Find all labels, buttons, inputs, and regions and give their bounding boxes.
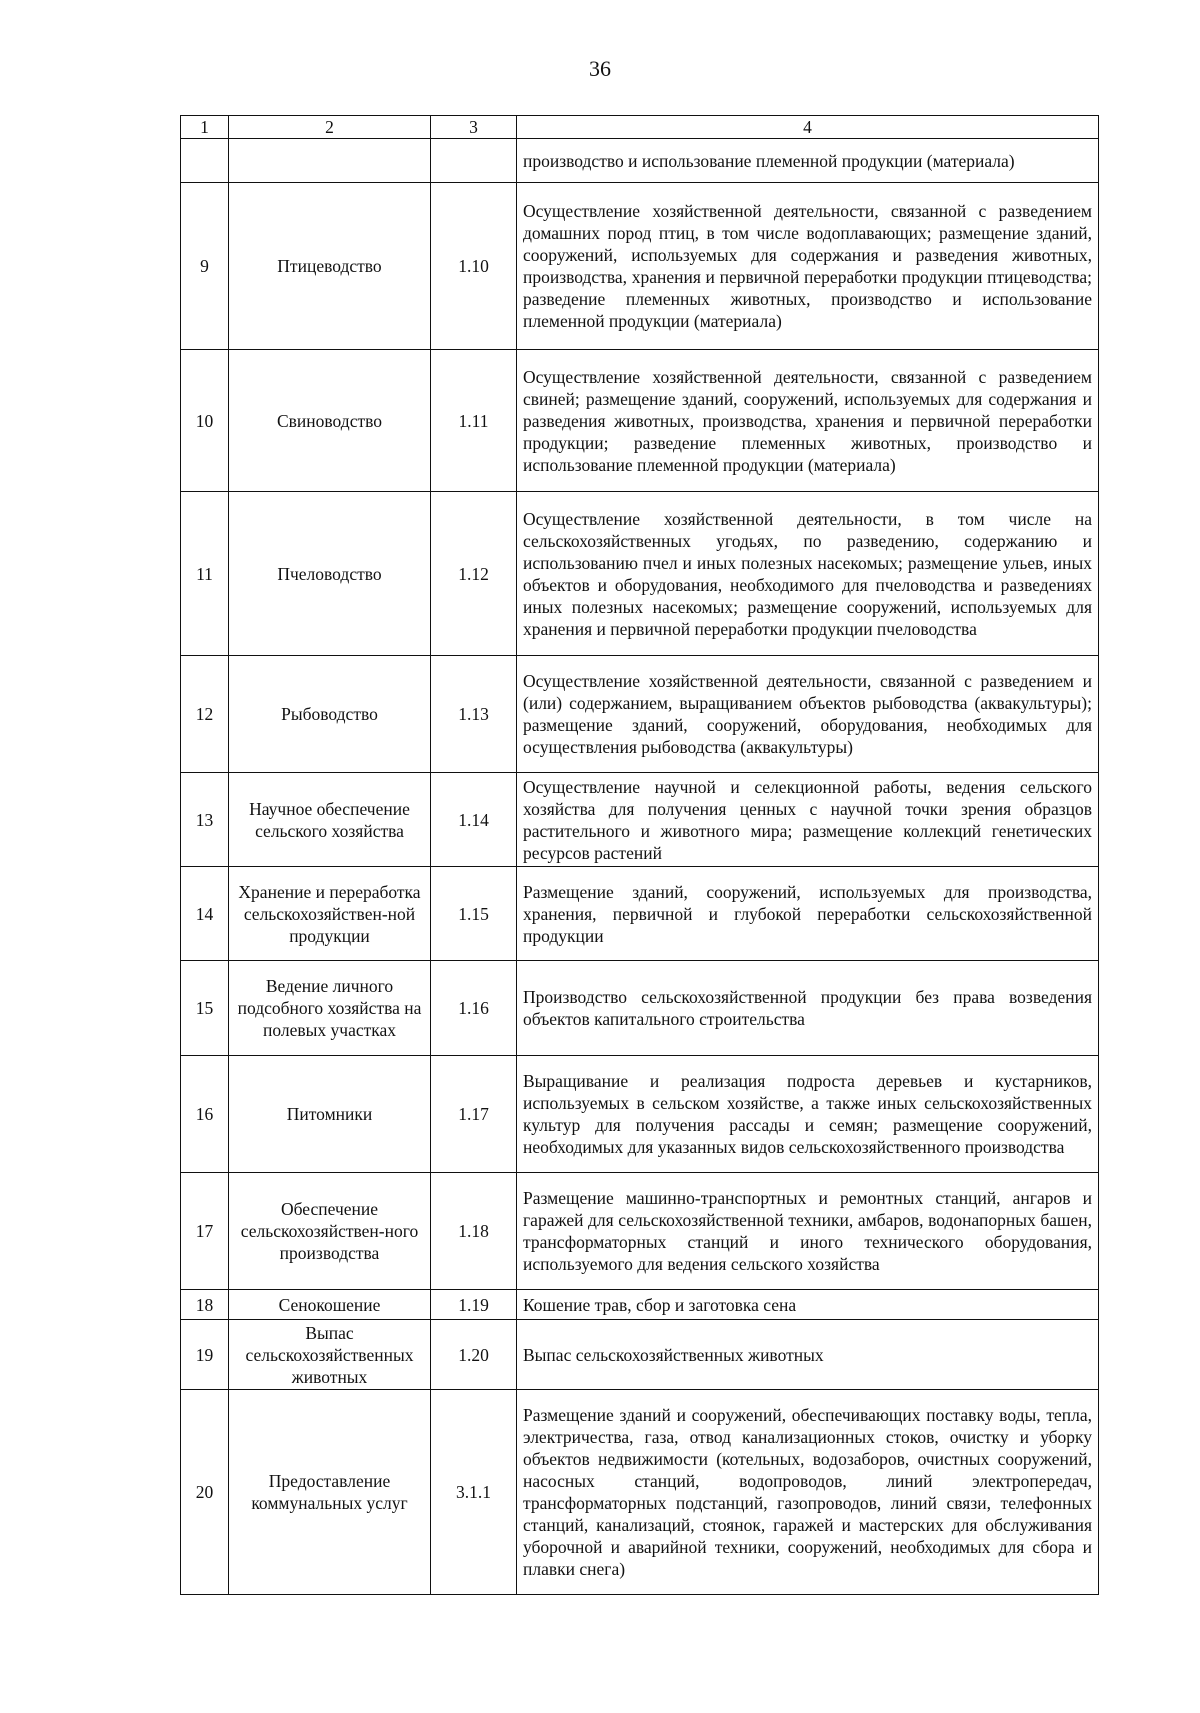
- row-code: 1.18: [431, 1173, 517, 1290]
- row-name: Птицеводство: [229, 183, 431, 350]
- table-row: [181, 183, 1099, 350]
- row-description: Осуществление хозяйственной деятельности, связанной с разведением свиней; размещение зданий, сооружений, используемых для содержания и разведения животных, производства, хранения и первичной переработки продукции; разведение племенных животных, производство и использование племенной продукции (материала): [517, 350, 1099, 492]
- row-name: Предоставление коммунальных услуг: [229, 1390, 431, 1595]
- row-description: Кошение трав, сбор и заготовка сена: [517, 1290, 1099, 1320]
- table-row: [181, 1320, 1099, 1390]
- row-number: [181, 139, 229, 183]
- row-code: 1.14: [431, 773, 517, 867]
- row-description: Осуществление хозяйственной деятельности, связанной с разведением домашних пород птиц, в том числе водоплавающих; размещение зданий, сооружений, используемых для содержания и разведения животных, производства, хранения и первичной переработки продукции птицеводства; разведение племенных животных, производство и использование племенной продукции (материала): [517, 183, 1099, 350]
- table-row: [181, 1290, 1099, 1320]
- row-code: 1.15: [431, 867, 517, 961]
- row-code: 1.17: [431, 1056, 517, 1173]
- row-name: Питомники: [229, 1056, 431, 1173]
- row-number: 12: [181, 656, 229, 773]
- table-row: [181, 139, 1099, 183]
- row-description: Размещение машинно-транспортных и ремонтных станций, ангаров и гаражей для сельскохозяйственной техники, амбаров, водонапорных башен, трансформаторных станций и иного технического оборудования, используемого для ведения сельского хозяйства: [517, 1173, 1099, 1290]
- table-row: [181, 1390, 1099, 1595]
- row-number: 9: [181, 183, 229, 350]
- row-code: 1.12: [431, 492, 517, 656]
- row-code: 1.13: [431, 656, 517, 773]
- row-name: Рыбоводство: [229, 656, 431, 773]
- table-row: [181, 1173, 1099, 1290]
- header-col-1: 1: [181, 116, 229, 139]
- row-name: Научное обеспечение сельского хозяйства: [229, 773, 431, 867]
- table-header-row: [181, 116, 1099, 139]
- row-number: 14: [181, 867, 229, 961]
- row-name: Свиноводство: [229, 350, 431, 492]
- table-row: [181, 867, 1099, 961]
- table-row: [181, 1056, 1099, 1173]
- row-description: Осуществление хозяйственной деятельности, связанной с разведением и (или) содержанием, выращиванием объектов рыбоводства (аквакультуры); размещение зданий, сооружений, оборудования, необходимых для осуществления рыбоводства (аквакультуры): [517, 656, 1099, 773]
- header-col-2: 2: [229, 116, 431, 139]
- page-number: 36: [589, 56, 611, 81]
- row-number: 13: [181, 773, 229, 867]
- row-code: 1.11: [431, 350, 517, 492]
- row-code: 3.1.1: [431, 1390, 517, 1595]
- table-row: [181, 492, 1099, 656]
- row-code: 1.19: [431, 1290, 517, 1320]
- row-number: 19: [181, 1320, 229, 1390]
- row-description: производство и использование племенной продукции (материала): [517, 139, 1099, 183]
- header-col-3: 3: [431, 116, 517, 139]
- row-name: Ведение личного подсобного хозяйства на полевых участках: [229, 961, 431, 1056]
- row-number: 15: [181, 961, 229, 1056]
- row-name: Пчеловодство: [229, 492, 431, 656]
- row-name: Обеспечение сельскохозяйствен-ного производства: [229, 1173, 431, 1290]
- row-name: [229, 139, 431, 183]
- table-row: [181, 773, 1099, 867]
- row-description: Осуществление хозяйственной деятельности, в том числе на сельскохозяйственных угодьях, по разведению, содержанию и использованию пчел и иных полезных насекомых; размещение ульев, иных объектов и оборудования, необходимого для пчеловодства и разведениях иных полезных насекомых; размещение сооружений, используемых для хранения и первичной переработки продукции пчеловодства: [517, 492, 1099, 656]
- land-use-table: [180, 115, 1099, 1595]
- row-description: Выпас сельскохозяйственных животных: [517, 1320, 1099, 1390]
- row-description: Осуществление научной и селекционной работы, ведения сельского хозяйства для получения ценных с научной точки зрения образцов растительного и животного мира; размещение коллекций генетических ресурсов растений: [517, 773, 1099, 867]
- row-number: 16: [181, 1056, 229, 1173]
- row-number: 10: [181, 350, 229, 492]
- header-col-4: 4: [517, 116, 1099, 139]
- row-number: 18: [181, 1290, 229, 1320]
- table-row: [181, 350, 1099, 492]
- row-description: Производство сельскохозяйственной продукции без права возведения объектов капитального строительства: [517, 961, 1099, 1056]
- row-description: Размещение зданий и сооружений, обеспечивающих поставку воды, тепла, электричества, газа, отвод канализационных стоков, очистку и уборку объектов недвижимости (котельных, водозаборов, очистных сооружений, насосных станций, водопроводов, линий электропередач, трансформаторных подстанций, газопроводов, линий связи, телефонных станций, канализаций, стоянок, гаражей и мастерских для обслуживания уборочной и аварийной техники, сооружений, необходимых для сбора и плавки снега): [517, 1390, 1099, 1595]
- row-code: 1.10: [431, 183, 517, 350]
- table-row: [181, 961, 1099, 1056]
- row-code: 1.20: [431, 1320, 517, 1390]
- row-code: 1.16: [431, 961, 517, 1056]
- row-description: Размещение зданий, сооружений, используемых для производства, хранения, первичной и глубокой переработки сельскохозяйственной продукции: [517, 867, 1099, 961]
- row-number: 11: [181, 492, 229, 656]
- row-number: 17: [181, 1173, 229, 1290]
- row-name: Выпас сельскохозяйственных животных: [229, 1320, 431, 1390]
- table-row: [181, 656, 1099, 773]
- row-name: Хранение и переработка сельскохозяйствен-ной продукции: [229, 867, 431, 961]
- row-description: Выращивание и реализация подроста деревьев и кустарников, используемых в сельском хозяйстве, а также иных сельскохозяйственных культур для получения рассады и семян; размещение сооружений, необходимых для указанных видов сельскохозяйственного производства: [517, 1056, 1099, 1173]
- row-code: [431, 139, 517, 183]
- row-number: 20: [181, 1390, 229, 1595]
- row-name: Сенокошение: [229, 1290, 431, 1320]
